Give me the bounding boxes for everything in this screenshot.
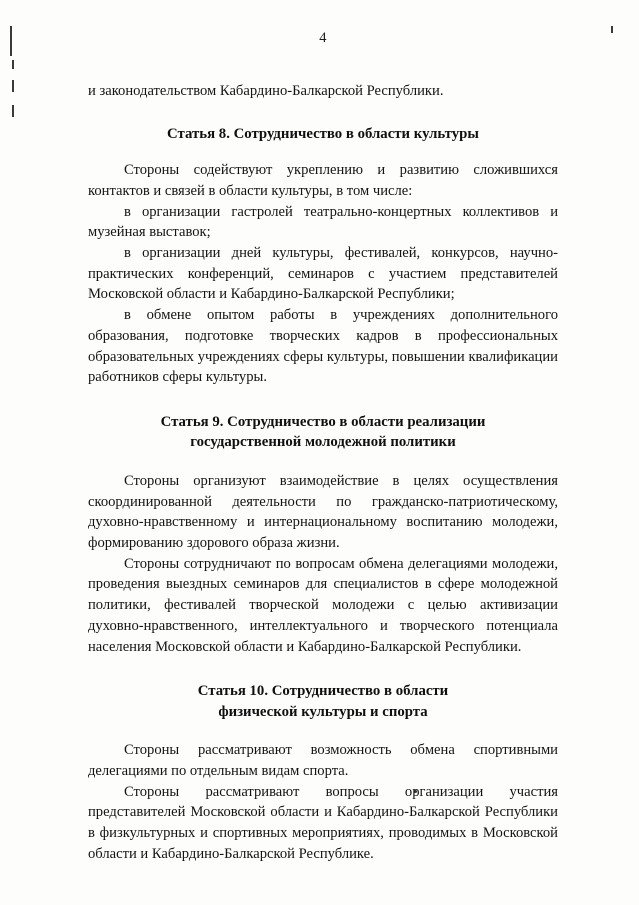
heading-line: государственной молодежной политики	[190, 434, 456, 451]
heading-line: Статья 10. Сотрудничество в области	[197, 683, 449, 700]
scan-edge-mark-left-top	[10, 26, 12, 56]
heading-line: физической культуры и спорта	[218, 703, 428, 720]
article-8-paragraph-4: в обмене опытом работы в учреждениях дополнительного образования, подготовке творческих кадров в профессиональных образовательных учреждениях сферы культуры, повышении квалификации работников сферы культуры.	[88, 307, 558, 386]
article-8-paragraph-1: Стороны содействуют укреплению и развитию сложившихся контактов и связей в области культуры, в том числе:	[88, 162, 558, 199]
scan-edge-mark-right-top	[611, 26, 613, 33]
section-heading-article-10	[88, 681, 558, 722]
article-8-paragraph-3: в организации дней культуры, фестивалей, конкурсов, научно-практических конференций, семинаров с участием представителей Московской области и Кабардино-Балкарской Республики;	[88, 245, 558, 303]
article-9-paragraph-2: Стороны сотрудничают по вопросам обмена делегациями молодежи, проведения выездных семинаров для специалистов в сфере молодежной политики, фестивалей творческой молодежи с целью активизации духовно-нравственного, интеллектуального и творческого потенциала населения Московской области и Кабардино-Балкарской Республики.	[88, 555, 558, 655]
heading-line: Статья 9. Сотрудничество в области реализации	[160, 414, 486, 431]
intro-paragraph: и законодательством Кабардино-Балкарской Республики.	[88, 83, 444, 99]
heading-line: Статья 8. Сотрудничество в области культуры	[167, 125, 479, 142]
scan-edge-mark-left-1	[12, 60, 14, 69]
article-9-paragraph-1: Стороны организуют взаимодействие в целях осуществления скоординированной деятельности по гражданско-патриотическому, духовно-нравственному и интернациональному воспитанию молодежи, формированию здорового образа жизни.	[88, 472, 558, 551]
article-10-paragraph-2: Стороны рассматривают вопросы организации участия представителей Московской области и Кабардино-Балкарской Республики в физкультурных и спортивных мероприятиях, проводимых в Московской области и Кабардино-Балкарской Республике.	[88, 783, 558, 862]
page-number: 4	[319, 30, 327, 46]
scan-edge-mark-left-2	[12, 80, 14, 92]
article-8-paragraph-2: в организации гастролей театрально-концертных коллективов и музейная выставок;	[88, 203, 558, 241]
section-heading-article-9	[88, 412, 558, 453]
article-10-paragraph-1: Стороны рассматривают возможность обмена спортивными делегациями по отдельным видам спорта.	[88, 742, 558, 779]
document-content	[88, 30, 558, 864]
section-heading-article-8	[88, 124, 558, 144]
scan-edge-mark-left-3	[12, 105, 14, 117]
